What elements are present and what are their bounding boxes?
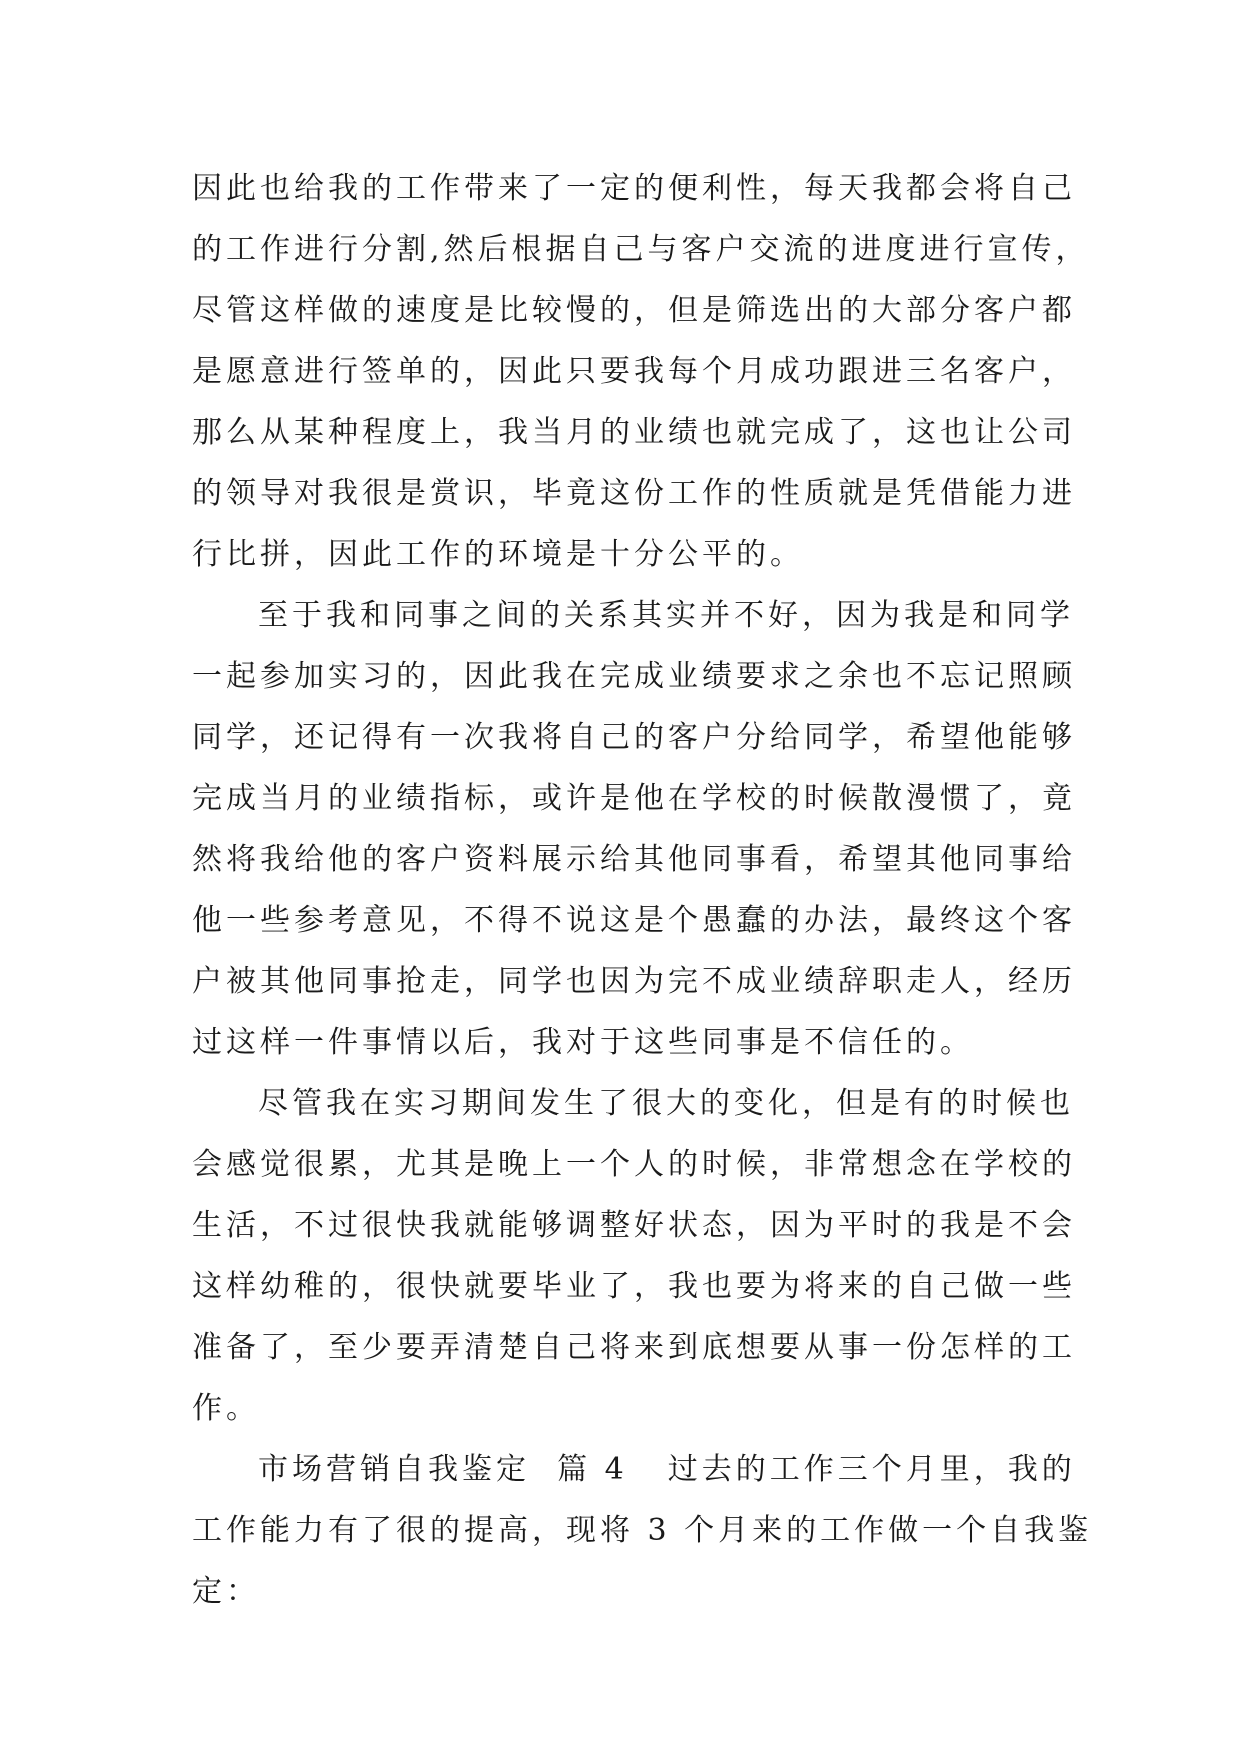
text-line: 是愿意进行签单的，因此只要我每个月成功跟进三名客户， [192,354,1076,389]
text-line: 作。 [192,1391,260,1426]
text-line: 行比拼，因此工作的环境是十分公平的。 [192,537,804,572]
section-paragraph [192,1439,1093,1622]
text-line: 过这样一件事情以后，我对于这些同事是不信任的。 [192,1025,974,1060]
text-line: 准备了，至少要弄清楚自己将来到底想要从事一份怎样的工 [192,1330,1076,1365]
text-line: 他一些参考意见，不得不说这是个愚蠢的办法，最终这个客 [192,903,1076,938]
section-heading-line [192,1439,1076,1500]
text-line: 一起参加实习的，因此我在完成业绩要求之余也不忘记照顾 [192,659,1076,694]
text-line: 定： [192,1574,260,1609]
paragraph [192,1073,1076,1439]
text-line: 的工作进行分割,然后根据自己与客户交流的进度进行宣传， [192,232,1090,267]
text-line: 生活，不过很快我就能够调整好状态，因为平时的我是不会 [192,1208,1076,1243]
document-body [192,158,1093,1622]
text-line: 这样幼稚的，很快就要毕业了，我也要为将来的自己做一些 [192,1269,1076,1304]
text-line: 那么从某种程度上，我当月的业绩也就完成了，这也让公司 [192,415,1076,450]
text-line: 户被其他同事抢走，同学也因为完不成业绩辞职走人，经历 [192,964,1076,999]
text-line: 然将我给他的客户资料展示给其他同事看，希望其他同事给 [192,842,1076,877]
text-line: 完成当月的业绩指标，或许是他在学校的时候散漫惯了，竟 [192,781,1076,816]
paragraph [192,158,1090,585]
section-number: 篇 4 [557,1452,628,1487]
text-line: 尽管这样做的速度是比较慢的，但是筛选出的大部分客户都 [192,293,1076,328]
text-line: 因此也给我的工作带来了一定的便利性，每天我都会将自己 [192,171,1076,206]
paragraph [192,585,1076,1073]
text-line: 会感觉很累，尤其是晚上一个人的时候，非常想念在学校的 [192,1147,1076,1182]
text-line: 同学，还记得有一次我将自己的客户分给同学，希望他能够 [192,720,1076,755]
text-line: 尽管我在实习期间发生了很大的变化，但是有的时候也 [258,1086,1074,1121]
section-title: 市场营销自我鉴定 [258,1452,530,1487]
text-line: 至于我和同事之间的关系其实并不好，因为我是和同学 [258,598,1074,633]
section-intro-text: 过去的工作三个月里，我的 [667,1452,1076,1487]
text-line: 工作能力有了很的提高，现将 3 个月来的工作做一个自我鉴 [192,1513,1093,1548]
text-line: 的领导对我很是赏识，毕竟这份工作的性质就是凭借能力进 [192,476,1076,511]
